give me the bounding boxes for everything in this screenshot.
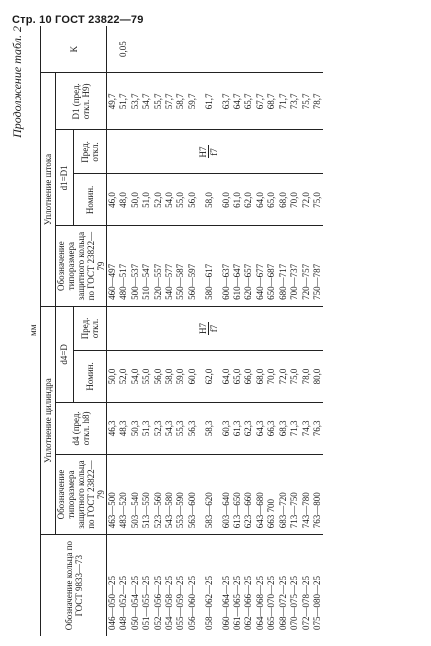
cell-rod-nominal: 72,0 — [301, 174, 312, 226]
cell-ring: 072—078—25 — [300, 576, 311, 630]
cell-D1: 73,7 — [289, 73, 300, 130]
cell-cyl-tol — [312, 306, 323, 350]
table-row — [175, 26, 186, 636]
cell-cyl-tol — [198, 306, 220, 350]
cell-D1: 78,7 — [312, 73, 323, 130]
cell-ring: 060—064—25 — [220, 576, 231, 630]
cell-d4: 52,3 — [153, 402, 164, 454]
cell-d4: 66,3 — [266, 402, 277, 454]
cell-cyl-ring: 563—600 — [187, 454, 198, 534]
cell-rod-ring: 600—637 — [221, 226, 232, 306]
cell-D1: 53,7 — [130, 73, 141, 130]
cell-rod-tol — [221, 130, 232, 174]
cell-cyl-nominal: 78,0 — [301, 351, 312, 403]
cell-cyl-tol — [266, 306, 277, 350]
cell-rod-nominal: 51,0 — [141, 174, 152, 226]
cell-ring: 055—059—25 — [175, 576, 186, 630]
table-row — [187, 26, 198, 636]
cell-cyl-nominal: 59,0 — [175, 351, 186, 403]
cell-ring: 052—056—25 — [152, 576, 163, 630]
cell-d4: 51,3 — [141, 402, 152, 454]
cell-cyl-tol — [232, 306, 243, 350]
cell-rod-tol — [187, 130, 198, 174]
cell-cyl-ring: 583—620 — [198, 454, 220, 534]
cell-rod-tol — [153, 130, 164, 174]
cell-rod-nominal: 65,0 — [266, 174, 277, 226]
cell-cyl-nominal: 66,0 — [243, 351, 254, 403]
cell-rod-nominal: 61,0 — [232, 174, 243, 226]
cell-rod-ring: 650—687 — [266, 226, 277, 306]
rotated-table-wrapper — [10, 26, 424, 636]
cell-d4: 55,3 — [175, 402, 186, 454]
cell-rod-tol — [232, 130, 243, 174]
cell-rod-ring: 580—617 — [198, 226, 220, 306]
cell-cyl-tol — [107, 306, 119, 350]
cell-cyl-ring: 543—580 — [164, 454, 175, 534]
cell-d4: 68,3 — [278, 402, 289, 454]
cell-D1: 49,7 — [107, 73, 119, 130]
table-row — [232, 26, 243, 636]
cell-rod-tol — [301, 130, 312, 174]
cell-rod-nominal: 52,0 — [153, 174, 164, 226]
tolerance-upper: H7 — [198, 322, 209, 334]
table-row — [141, 26, 152, 636]
cell-d4: 61,3 — [232, 402, 243, 454]
header-cyl-deviation: Пред. откл. — [73, 306, 106, 350]
cell-rod-nominal: 64,0 — [255, 174, 266, 226]
cell-rod-nominal: 48,0 — [118, 174, 129, 226]
cell-ring: 058—062—25 — [203, 576, 214, 630]
cell-cyl-tol — [289, 306, 300, 350]
cell-k — [153, 26, 164, 73]
cell-cyl-ring: 763—800 — [312, 454, 323, 534]
cell-d4: 71,3 — [289, 402, 300, 454]
cell-cyl-ring: 743—780 — [301, 454, 312, 534]
cell-d4: 74,3 — [301, 402, 312, 454]
k-value: 0,05 — [118, 41, 129, 58]
header-ring: Обозначение кольца по ГОСТ 9833—73 — [41, 535, 107, 636]
cell-k — [255, 26, 266, 73]
cell-cyl-nominal: 68,0 — [255, 351, 266, 403]
cell-rod-tol — [255, 130, 266, 174]
cell-k — [164, 26, 175, 73]
cell-rod-tol — [130, 130, 141, 174]
cell-cyl-ring: 613—650 — [232, 454, 243, 534]
tolerance-fraction — [198, 322, 219, 335]
continuation-caption: Продолжение табл. 2 — [10, 26, 24, 138]
cell-cyl-ring: 483—520 — [118, 454, 129, 534]
cell-rod-ring: 700—737 — [289, 226, 300, 306]
cell-cyl-tol — [118, 306, 129, 350]
cell-rod-tol — [198, 130, 220, 174]
header-cyl-protective-ring: Обозначение типоразмера защитного кольца по ГОСТ 23822—79 — [56, 454, 107, 534]
table-body — [107, 26, 324, 636]
cell-ring: 061—065—25 — [232, 576, 243, 630]
table-row — [312, 26, 323, 636]
cell-cyl-nominal: 64,0 — [221, 351, 232, 403]
cell-k — [301, 26, 312, 73]
cell-cyl-nominal: 70,0 — [266, 351, 277, 403]
cell-cyl-tol — [187, 306, 198, 350]
cell-rod-tol — [107, 130, 119, 174]
table-row — [130, 26, 141, 636]
cell-D1: 71,7 — [278, 73, 289, 130]
cell-D1: 51,7 — [118, 73, 129, 130]
cell-D1: 68,7 — [266, 73, 277, 130]
cell-rod-ring: 750—787 — [312, 226, 323, 306]
cell-D1: 63,7 — [221, 73, 232, 130]
cell-ring: 075—080—25 — [311, 576, 322, 630]
cell-rod-ring: 550—587 — [175, 226, 186, 306]
cell-ring: 056—060—25 — [186, 576, 197, 630]
cell-cyl-ring: 683—720 — [278, 454, 289, 534]
cell-cyl-nominal: 62,0 — [198, 351, 220, 403]
table-row — [118, 26, 129, 636]
cell-cyl-nominal: 72,0 — [278, 351, 289, 403]
cell-D1: 65,7 — [243, 73, 254, 130]
cell-cyl-ring: 713—750 — [289, 454, 300, 534]
cell-cyl-ring: 643—680 — [255, 454, 266, 534]
cell-cyl-tol — [130, 306, 141, 350]
cell-cyl-tol — [141, 306, 152, 350]
cell-rod-tol — [243, 130, 254, 174]
cell-rod-ring: 480—517 — [118, 226, 129, 306]
cell-D1: 59,7 — [187, 73, 198, 130]
cell-cyl-nominal: 65,0 — [232, 351, 243, 403]
cell-rod-nominal: 75,0 — [312, 174, 323, 226]
cell-k — [118, 26, 129, 73]
cell-k — [198, 26, 220, 73]
cell-ring: 048—052—25 — [118, 576, 129, 630]
cell-D1: 58,7 — [175, 73, 186, 130]
units-label: мм — [28, 324, 38, 336]
cell-d4: 58,3 — [198, 402, 220, 454]
header-D1: D1 (пред. откл. H9) — [56, 73, 107, 130]
table-row — [266, 26, 277, 636]
cell-cyl-tol — [164, 306, 175, 350]
cell-rod-nominal: 54,0 — [164, 174, 175, 226]
cell-rod-nominal: 60,0 — [221, 174, 232, 226]
cell-rod-nominal: 55,0 — [175, 174, 186, 226]
cell-k — [141, 26, 152, 73]
cell-cyl-nominal: 52,0 — [118, 351, 129, 403]
table-row — [255, 26, 266, 636]
cell-rod-nominal: 46,0 — [107, 174, 119, 226]
cell-d4: 60,3 — [221, 402, 232, 454]
cell-rod-ring: 680—717 — [278, 226, 289, 306]
table-row — [243, 26, 254, 636]
cell-cyl-tol — [221, 306, 232, 350]
cell-ring: 051—055—25 — [141, 576, 152, 630]
cell-cyl-ring: 553—590 — [175, 454, 186, 534]
cell-rod-ring: 610—647 — [232, 226, 243, 306]
cell-d4: 50,3 — [130, 402, 141, 454]
cell-rod-tol — [118, 130, 129, 174]
cell-rod-ring: 540—577 — [164, 226, 175, 306]
cell-D1: 64,7 — [232, 73, 243, 130]
cell-d4: 62,3 — [243, 402, 254, 454]
tolerance-lower: f7 — [209, 148, 220, 156]
header-rod-deviation: Пред. откл. — [73, 130, 106, 174]
cell-rod-tol — [312, 130, 323, 174]
cell-rod-ring: 460—497 — [107, 226, 119, 306]
header-rod-protective-ring: Обозначение типоразмера защитного кольца по ГОСТ 23822—79 — [56, 226, 107, 306]
cell-rod-tol — [175, 130, 186, 174]
header-d1-eq-d1: d1=D1 — [56, 130, 74, 226]
cell-cyl-nominal: 50,0 — [107, 351, 119, 403]
cell-k — [107, 26, 119, 73]
cell-D1: 54,7 — [141, 73, 152, 130]
cell-rod-tol — [266, 130, 277, 174]
cell-cyl-ring: 463—500 — [107, 454, 119, 534]
cell-D1: 67,7 — [255, 73, 266, 130]
dimensions-table — [40, 26, 323, 636]
cell-D1: 57,7 — [164, 73, 175, 130]
cell-cyl-ring: 623—660 — [243, 454, 254, 534]
header-d4-eq-d: d4=D — [56, 306, 74, 402]
cell-ring: 064—068—25 — [254, 576, 265, 630]
cell-k — [289, 26, 300, 73]
cell-rod-ring: 510—547 — [141, 226, 152, 306]
cell-cyl-tol — [278, 306, 289, 350]
cell-d4: 46,3 — [107, 402, 119, 454]
cell-rod-ring: 500—537 — [130, 226, 141, 306]
cell-rod-ring: 640—677 — [255, 226, 266, 306]
table-row — [278, 26, 289, 636]
header-rod-nominal: Номин. — [73, 174, 106, 226]
cell-k — [232, 26, 243, 73]
cell-rod-nominal: 56,0 — [187, 174, 198, 226]
cell-d4: 56,3 — [187, 402, 198, 454]
cell-cyl-nominal: 58,0 — [164, 351, 175, 403]
cell-ring: 062—066—25 — [243, 576, 254, 630]
tolerance-lower: f7 — [209, 324, 220, 333]
cell-cyl-ring: 503—540 — [130, 454, 141, 534]
cell-d4: 64,3 — [255, 402, 266, 454]
page-header: Стр. 10 ГОСТ 23822—79 — [12, 14, 144, 26]
table-row — [164, 26, 175, 636]
tolerance-fraction — [198, 145, 219, 158]
cell-rod-tol — [141, 130, 152, 174]
cell-D1: 75,7 — [301, 73, 312, 130]
cell-cyl-nominal: 56,0 — [153, 351, 164, 403]
cell-rod-tol — [289, 130, 300, 174]
cell-k — [243, 26, 254, 73]
cell-k — [187, 26, 198, 73]
cell-D1: 55,7 — [153, 73, 164, 130]
cell-k — [221, 26, 232, 73]
cell-rod-nominal: 68,0 — [278, 174, 289, 226]
table-row — [107, 26, 119, 636]
cell-ring: 068—072—25 — [277, 576, 288, 630]
cell-cyl-ring: 663 700 — [266, 454, 277, 534]
cell-rod-tol — [164, 130, 175, 174]
cell-rod-nominal: 62,0 — [243, 174, 254, 226]
header-cylinder-group: Уплотнение цилиндра — [41, 306, 56, 534]
cell-k — [266, 26, 277, 73]
cell-cyl-tol — [175, 306, 186, 350]
cell-cyl-nominal: 54,0 — [130, 351, 141, 403]
cell-k — [278, 26, 289, 73]
cell-d4: 54,3 — [164, 402, 175, 454]
cell-rod-tol — [278, 130, 289, 174]
cell-cyl-nominal: 55,0 — [141, 351, 152, 403]
table-row — [301, 26, 312, 636]
cell-rod-nominal: 50,0 — [130, 174, 141, 226]
cell-cyl-ring: 523—560 — [153, 454, 164, 534]
cell-rod-ring: 520—557 — [153, 226, 164, 306]
table-row — [289, 26, 300, 636]
header-k: K — [41, 26, 107, 73]
header-d4: d4 (пред. откл. h8) — [56, 402, 107, 454]
cell-rod-ring: 720—757 — [301, 226, 312, 306]
tolerance-upper: H7 — [198, 146, 209, 158]
cell-ring: 070—075—25 — [289, 576, 300, 630]
cell-k — [312, 26, 323, 73]
table-row — [221, 26, 232, 636]
cell-ring: 046—050—25 — [107, 576, 117, 630]
cell-rod-nominal: 58,0 — [198, 174, 220, 226]
cell-cyl-nominal: 75,0 — [289, 351, 300, 403]
cell-cyl-ring: 513—550 — [141, 454, 152, 534]
cell-d4: 76,3 — [312, 402, 323, 454]
header-rod-group: Уплотнение штока — [41, 73, 56, 307]
cell-d4: 48,3 — [118, 402, 129, 454]
cell-ring: 054—058—25 — [164, 576, 175, 630]
cell-cyl-ring: 603—640 — [221, 454, 232, 534]
table-row — [153, 26, 164, 636]
cell-cyl-tol — [255, 306, 266, 350]
cell-ring: 065—070—25 — [266, 576, 277, 630]
cell-D1: 61,7 — [198, 73, 220, 130]
cell-k — [130, 26, 141, 73]
header-cyl-nominal: Номин. — [73, 351, 106, 403]
cell-cyl-tol — [301, 306, 312, 350]
table-row — [198, 26, 220, 636]
cell-cyl-nominal: 80,0 — [312, 351, 323, 403]
cell-cyl-nominal: 60,0 — [187, 351, 198, 403]
cell-rod-ring: 560—597 — [187, 226, 198, 306]
cell-rod-ring: 620—657 — [243, 226, 254, 306]
cell-cyl-tol — [243, 306, 254, 350]
cell-k — [175, 26, 186, 73]
cell-cyl-tol — [153, 306, 164, 350]
cell-rod-nominal: 70,0 — [289, 174, 300, 226]
cell-ring: 050—054—25 — [129, 576, 140, 630]
